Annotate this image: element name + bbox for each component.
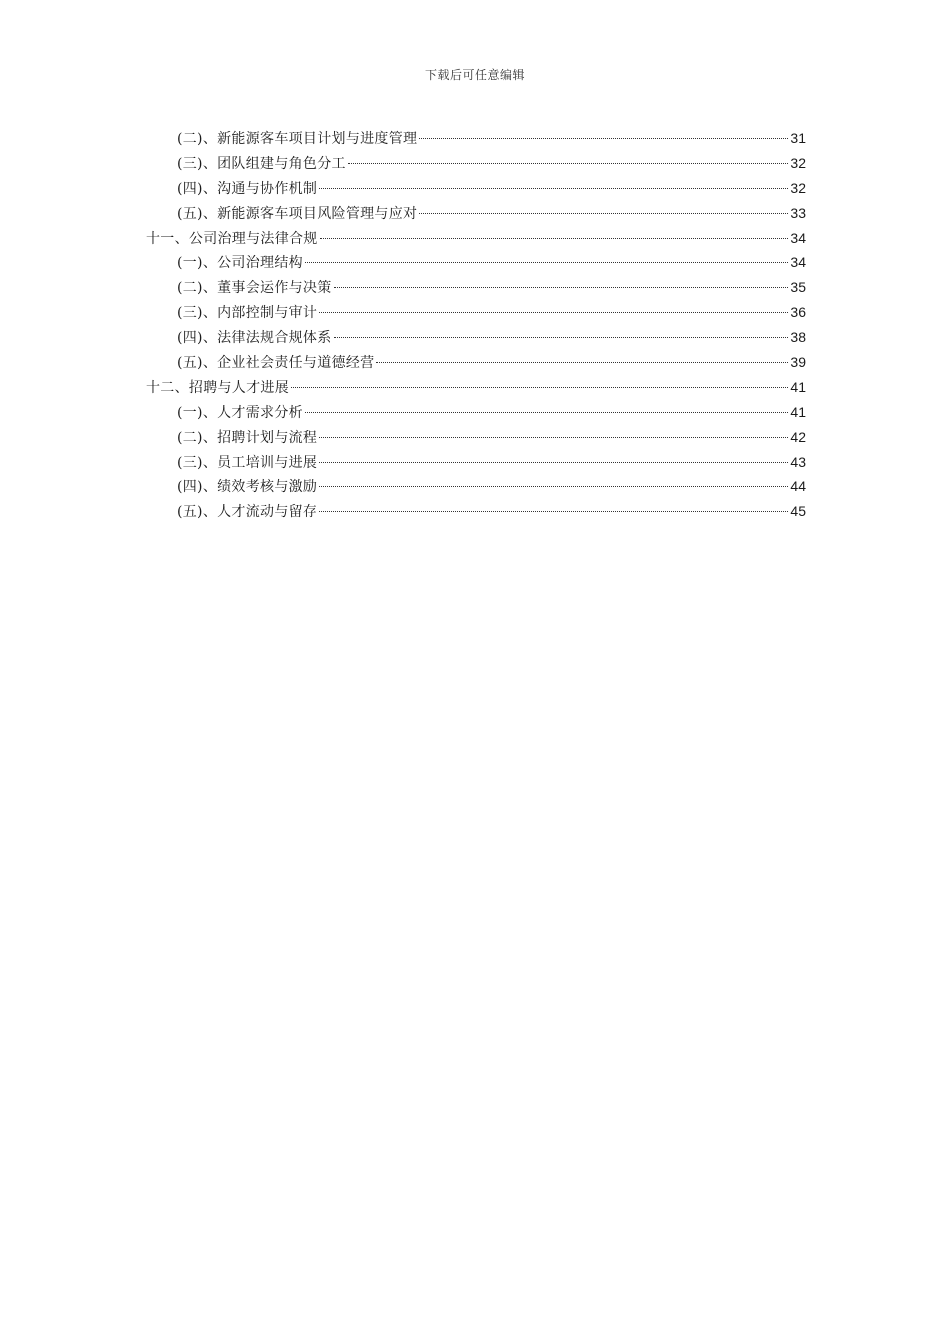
toc-entry[interactable] <box>146 275 806 300</box>
toc-entry[interactable] <box>146 250 806 275</box>
toc-entry-page: 45 <box>790 503 806 520</box>
toc-entry-title: (一)、人才需求分析 <box>177 404 303 421</box>
toc-entry-chapter[interactable] <box>146 375 806 400</box>
toc-leader-dots <box>319 312 788 313</box>
toc-entry-page: 32 <box>790 179 806 196</box>
toc-leader-dots <box>320 238 789 239</box>
page-header: 下载后可任意编辑 <box>424 68 525 82</box>
toc-entry[interactable] <box>146 300 806 325</box>
toc-entry[interactable] <box>146 176 806 201</box>
toc-entry-title: (二)、招聘计划与流程 <box>177 429 318 446</box>
toc-entry-page: 43 <box>790 453 806 470</box>
toc-entry[interactable] <box>146 350 806 375</box>
toc-entry-page: 42 <box>790 428 806 445</box>
toc-leader-dots <box>305 412 788 413</box>
toc-leader-dots <box>419 213 788 214</box>
toc-entry[interactable] <box>146 151 806 176</box>
toc-entry-page: 35 <box>790 279 806 296</box>
toc-entry-page: 31 <box>790 130 806 146</box>
toc-entry-title: (五)、企业社会责任与道德经营 <box>177 355 375 372</box>
toc-entry-page: 36 <box>790 304 806 321</box>
toc-entry[interactable] <box>146 474 806 499</box>
toc-entry-title: 十一、公司治理与法律合规 <box>146 230 318 247</box>
toc-entry-page: 33 <box>790 204 806 221</box>
toc-entry[interactable] <box>146 450 806 475</box>
toc-leader-dots <box>348 163 789 164</box>
table-of-contents <box>146 126 806 524</box>
toc-leader-dots <box>319 462 788 463</box>
toc-leader-dots <box>305 262 788 263</box>
toc-entry[interactable] <box>146 201 806 226</box>
toc-leader-dots <box>334 337 789 338</box>
toc-entry-title: (三)、内部控制与审计 <box>177 305 318 322</box>
toc-leader-dots <box>319 188 788 189</box>
toc-entry-title: 十二、招聘与人才进展 <box>146 379 289 396</box>
toc-entry[interactable] <box>146 499 806 524</box>
toc-leader-dots <box>376 362 788 363</box>
toc-entry-chapter[interactable] <box>146 226 806 251</box>
toc-entry-title: (三)、员工培训与进展 <box>177 454 318 471</box>
toc-leader-dots <box>291 387 788 388</box>
toc-leader-dots <box>334 287 789 288</box>
toc-entry-title: (五)、人才流动与留存 <box>177 504 318 521</box>
toc-entry-page: 44 <box>790 478 806 495</box>
toc-entry[interactable] <box>146 400 806 425</box>
toc-leader-dots <box>319 511 788 512</box>
toc-entry-title: (二)、新能源客车项目计划与进度管理 <box>177 131 418 147</box>
toc-entry-title: (一)、公司治理结构 <box>177 255 303 272</box>
toc-entry-page: 39 <box>790 354 806 371</box>
toc-entry-page: 34 <box>790 254 806 271</box>
toc-leader-dots <box>319 486 788 487</box>
toc-entry-page: 38 <box>790 329 806 346</box>
toc-entry-title: (四)、绩效考核与激励 <box>177 479 318 496</box>
toc-entry-title: (四)、沟通与协作机制 <box>177 180 318 197</box>
toc-entry-title: (四)、法律法规合规体系 <box>177 330 332 347</box>
toc-entry-page: 41 <box>790 403 806 420</box>
toc-entry-page: 32 <box>790 154 806 171</box>
toc-entry-title: (三)、团队组建与角色分工 <box>177 155 346 172</box>
toc-entry-page: 34 <box>790 229 806 246</box>
toc-entry-page: 41 <box>790 378 806 395</box>
toc-entry[interactable] <box>146 425 806 450</box>
toc-leader-dots <box>319 437 788 438</box>
toc-entry-title: (二)、董事会运作与决策 <box>177 280 332 297</box>
toc-leader-dots <box>419 138 788 139</box>
toc-entry-title: (五)、新能源客车项目风险管理与应对 <box>177 205 418 222</box>
toc-entry[interactable] <box>146 126 806 151</box>
toc-entry[interactable] <box>146 325 806 350</box>
